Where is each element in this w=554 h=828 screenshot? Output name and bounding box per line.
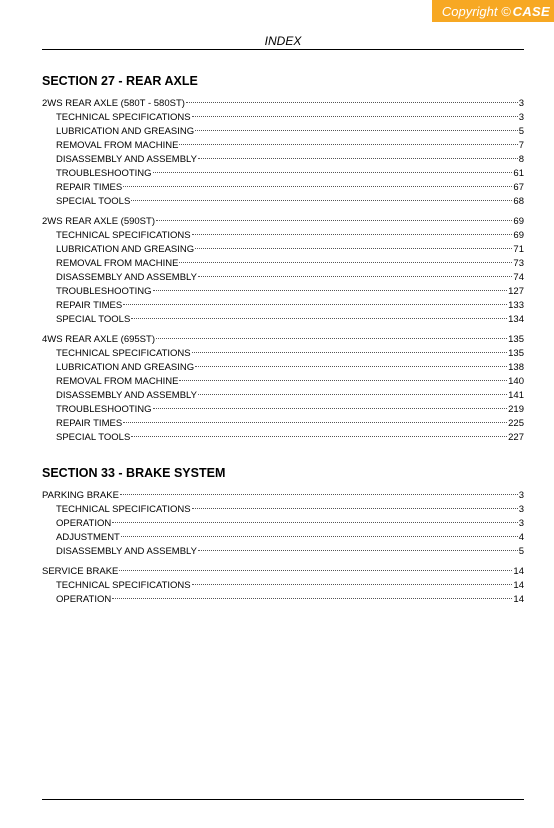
toc-group-entry[interactable]: [42, 215, 524, 229]
toc-page-number: 138: [508, 362, 524, 373]
toc-entry-label: 2WS REAR AXLE (580T - 580ST): [42, 98, 185, 109]
toc-item-entry[interactable]: [42, 417, 524, 431]
dot-leader: [192, 352, 508, 353]
toc-entry-label: LUBRICATION AND GREASING: [56, 126, 195, 137]
toc-item-entry[interactable]: [42, 167, 524, 181]
toc-entry-label: DISASSEMBLY AND ASSEMBLY: [56, 272, 197, 283]
toc-item-entry[interactable]: [42, 195, 524, 209]
toc-item-entry[interactable]: [42, 229, 524, 243]
toc-entry-label: TROUBLESHOOTING: [56, 286, 152, 297]
toc-item-entry[interactable]: [42, 257, 524, 271]
toc-entry-label: TROUBLESHOOTING: [56, 168, 152, 179]
toc-entry-label: TECHNICAL SPECIFICATIONS: [56, 504, 191, 515]
dot-leader: [179, 262, 512, 263]
toc-group: [42, 215, 524, 327]
toc-entry-label: REPAIR TIMES: [56, 300, 123, 311]
toc-page-number: 3: [518, 112, 524, 123]
toc-page-number: 134: [508, 314, 524, 325]
toc-entry-label: LUBRICATION AND GREASING: [56, 362, 195, 373]
dot-leader: [131, 318, 507, 319]
toc-entry-label: REMOVAL FROM MACHINE: [56, 376, 179, 387]
dot-leader: [123, 422, 507, 423]
toc-group-entry[interactable]: [42, 333, 524, 347]
toc-item-entry[interactable]: [42, 403, 524, 417]
toc-item-entry[interactable]: [42, 593, 524, 607]
dot-leader: [119, 570, 512, 571]
toc-entry-label: REMOVAL FROM MACHINE: [56, 140, 179, 151]
toc-item-entry[interactable]: [42, 517, 524, 531]
toc-entry-label: TECHNICAL SPECIFICATIONS: [56, 230, 191, 241]
toc-entry-label: DISASSEMBLY AND ASSEMBLY: [56, 546, 197, 557]
toc-item-entry[interactable]: [42, 181, 524, 195]
toc-entry-label: TECHNICAL SPECIFICATIONS: [56, 580, 191, 591]
toc-section: [42, 465, 524, 607]
toc-page-number: 14: [513, 594, 524, 605]
toc-section: [42, 73, 524, 445]
toc-item-entry[interactable]: [42, 503, 524, 517]
toc-item-entry[interactable]: [42, 313, 524, 327]
toc-page-number: 14: [513, 566, 524, 577]
toc-group-entry[interactable]: [42, 565, 524, 579]
toc-entry-label: SPECIAL TOOLS: [56, 314, 131, 325]
toc-page-number: 225: [508, 418, 524, 429]
brand-logo: CASE: [512, 3, 550, 19]
toc-page-number: 69: [513, 216, 524, 227]
toc-page-number: 141: [508, 390, 524, 401]
dot-leader: [131, 436, 507, 437]
dot-leader: [120, 494, 518, 495]
dot-leader: [156, 338, 507, 339]
toc-entry-label: OPERATION: [56, 594, 112, 605]
toc-page-number: 219: [508, 404, 524, 415]
dot-leader: [198, 276, 512, 277]
toc-entry-label: TROUBLESHOOTING: [56, 404, 152, 415]
dot-leader: [153, 408, 508, 409]
dot-leader: [179, 144, 517, 145]
dot-leader: [153, 290, 508, 291]
toc-page-number: 5: [518, 546, 524, 557]
dot-leader: [131, 200, 512, 201]
toc-page-number: 135: [508, 334, 524, 345]
toc-page-number: 14: [513, 580, 524, 591]
toc-page-number: 4: [518, 532, 524, 543]
toc-entry-label: 2WS REAR AXLE (590ST): [42, 216, 155, 227]
table-of-contents: [42, 73, 524, 607]
toc-item-entry[interactable]: [42, 111, 524, 125]
toc-item-entry[interactable]: [42, 299, 524, 313]
dot-leader: [195, 366, 507, 367]
toc-entry-label: SPECIAL TOOLS: [56, 432, 131, 443]
toc-group: [42, 333, 524, 445]
dot-leader: [123, 186, 512, 187]
toc-page-number: 71: [513, 244, 524, 255]
toc-entry-label: TECHNICAL SPECIFICATIONS: [56, 112, 191, 123]
dot-leader: [112, 598, 512, 599]
dot-leader: [192, 116, 518, 117]
toc-page-number: 61: [513, 168, 524, 179]
toc-entry-label: DISASSEMBLY AND ASSEMBLY: [56, 390, 197, 401]
toc-entry-label: PARKING BRAKE: [42, 490, 119, 501]
toc-page-number: 7: [518, 140, 524, 151]
toc-entry-label: DISASSEMBLY AND ASSEMBLY: [56, 154, 197, 165]
dot-leader: [195, 130, 518, 131]
page-title: INDEX: [264, 34, 302, 48]
dot-leader: [153, 172, 513, 173]
toc-entry-label: REMOVAL FROM MACHINE: [56, 258, 179, 269]
toc-group-entry[interactable]: [42, 97, 524, 111]
toc-entry-label: SPECIAL TOOLS: [56, 196, 131, 207]
toc-item-entry[interactable]: [42, 153, 524, 167]
dot-leader: [198, 550, 518, 551]
copyright-label: Copyright ©: [441, 3, 511, 19]
toc-item-entry[interactable]: [42, 389, 524, 403]
section-heading: SECTION 27 - REAR AXLE: [42, 74, 198, 88]
section-heading: SECTION 33 - BRAKE SYSTEM: [42, 466, 226, 480]
toc-group: [42, 565, 524, 607]
toc-item-entry[interactable]: [42, 431, 524, 445]
toc-item-entry[interactable]: [42, 375, 524, 389]
toc-page-number: 68: [513, 196, 524, 207]
toc-page-number: 5: [518, 126, 524, 137]
dot-leader: [195, 248, 512, 249]
toc-item-entry[interactable]: [42, 285, 524, 299]
toc-group: [42, 489, 524, 559]
dot-leader: [156, 220, 512, 221]
toc-page-number: 227: [508, 432, 524, 443]
dot-leader: [192, 584, 513, 585]
dot-leader: [192, 234, 513, 235]
toc-entry-label: SERVICE BRAKE: [42, 566, 119, 577]
toc-page-number: 3: [518, 98, 524, 109]
toc-group: [42, 97, 524, 209]
toc-item-entry[interactable]: [42, 361, 524, 375]
toc-entry-label: REPAIR TIMES: [56, 418, 123, 429]
copyright-badge: [432, 0, 554, 22]
toc-group-entry[interactable]: [42, 489, 524, 503]
toc-entry-label: OPERATION: [56, 518, 112, 529]
toc-item-entry[interactable]: [42, 271, 524, 285]
toc-entry-label: ADJUSTMENT: [56, 532, 120, 543]
toc-entry-label: 4WS REAR AXLE (695ST): [42, 334, 155, 345]
toc-entry-label: REPAIR TIMES: [56, 182, 123, 193]
toc-page-number: 67: [513, 182, 524, 193]
dot-leader: [186, 102, 518, 103]
toc-page-number: 69: [513, 230, 524, 241]
toc-page-number: 140: [508, 376, 524, 387]
toc-item-entry[interactable]: [42, 579, 524, 593]
toc-page-number: 8: [518, 154, 524, 165]
header-divider: [42, 49, 524, 50]
toc-item-entry[interactable]: [42, 139, 524, 153]
toc-item-entry[interactable]: [42, 125, 524, 139]
toc-entry-label: LUBRICATION AND GREASING: [56, 244, 195, 255]
dot-leader: [179, 380, 507, 381]
toc-page-number: 73: [513, 258, 524, 269]
toc-item-entry[interactable]: [42, 347, 524, 361]
toc-page-number: 133: [508, 300, 524, 311]
dot-leader: [192, 508, 518, 509]
dot-leader: [198, 394, 507, 395]
toc-page-number: 74: [513, 272, 524, 283]
toc-page-number: 3: [518, 490, 524, 501]
toc-entry-label: TECHNICAL SPECIFICATIONS: [56, 348, 191, 359]
dot-leader: [123, 304, 507, 305]
dot-leader: [112, 522, 517, 523]
footer-divider: [42, 799, 524, 800]
toc-item-entry[interactable]: [42, 243, 524, 257]
dot-leader: [121, 536, 518, 537]
dot-leader: [198, 158, 518, 159]
toc-item-entry[interactable]: [42, 545, 524, 559]
toc-item-entry[interactable]: [42, 531, 524, 545]
toc-page-number: 135: [508, 348, 524, 359]
toc-page-number: 3: [518, 504, 524, 515]
toc-page-number: 3: [518, 518, 524, 529]
toc-page-number: 127: [508, 286, 524, 297]
